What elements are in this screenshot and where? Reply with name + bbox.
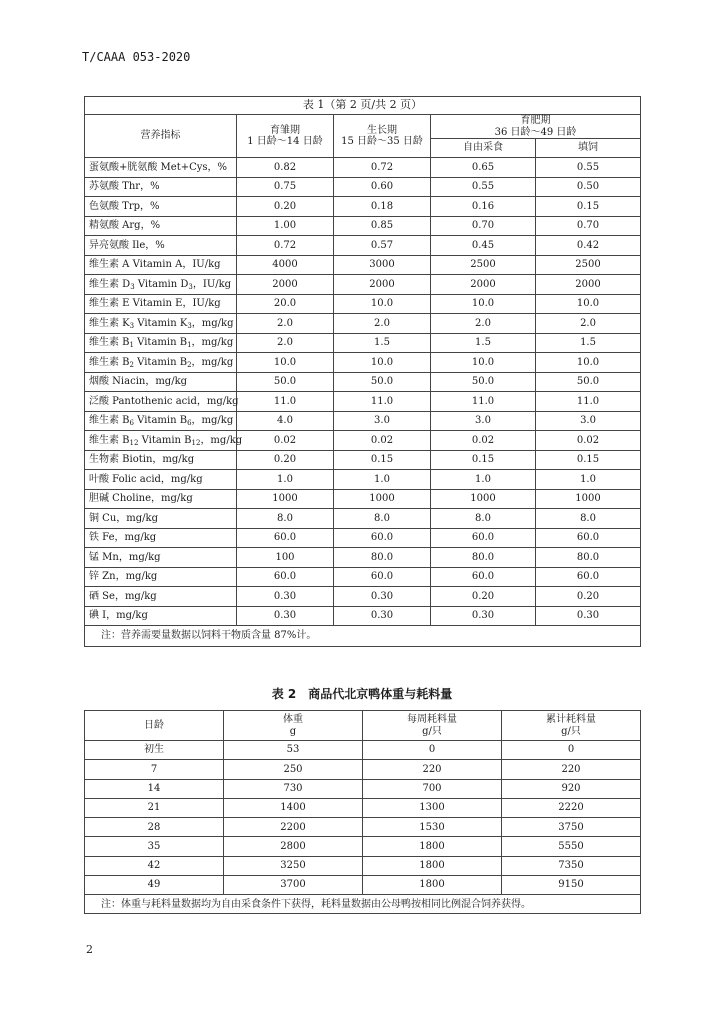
- header-brooding-range: 1 日龄～14 日龄: [247, 136, 323, 147]
- value-cell: 2.0: [237, 333, 334, 353]
- value-cell: 2.0: [334, 314, 431, 334]
- label-text: Vitamin K: [134, 317, 188, 329]
- label-text: 维生素 A Vitamin A，IU/kg: [89, 259, 221, 270]
- value-cell: 0.30: [536, 606, 641, 626]
- table-row: [85, 876, 641, 895]
- value-cell: 0.42: [536, 236, 641, 256]
- value-cell: 7: [85, 760, 224, 779]
- value-cell: 80.0: [536, 548, 641, 568]
- table-row: [85, 856, 641, 875]
- value-cell: 0.70: [431, 216, 536, 236]
- value-cell: 10.0: [536, 294, 641, 314]
- header-growing-range: 15 日龄～35 日龄: [341, 136, 423, 147]
- subscript: 3: [130, 282, 135, 291]
- value-cell: 700: [363, 779, 502, 798]
- value-cell: 3.0: [431, 411, 536, 431]
- value-cell: 2000: [431, 275, 536, 295]
- value-cell: 0.15: [536, 450, 641, 470]
- value-cell: 10.0: [536, 353, 641, 373]
- value-cell: 0.45: [431, 236, 536, 256]
- value-cell: 0.30: [431, 606, 536, 626]
- table-row: [85, 255, 641, 275]
- value-cell: 11.0: [334, 392, 431, 412]
- value-cell: 2000: [334, 275, 431, 295]
- header-brooding: [237, 115, 334, 158]
- value-cell: 2.0: [237, 314, 334, 334]
- value-cell: 1800: [363, 856, 502, 875]
- body-weight-feed-table: [84, 710, 641, 914]
- value-cell: 11.0: [431, 392, 536, 412]
- label-text: ，IU/kg: [192, 278, 232, 290]
- nutrient-label: [85, 275, 237, 295]
- value-cell: 1.0: [237, 470, 334, 490]
- table-row: [85, 760, 641, 779]
- value-cell: 0.30: [237, 606, 334, 626]
- value-cell: 0.02: [334, 431, 431, 451]
- value-cell: 49: [85, 876, 224, 895]
- value-cell: 10.0: [237, 353, 334, 373]
- label-text: 维生素 K: [89, 317, 130, 329]
- nutrient-label: [85, 197, 237, 217]
- value-cell: 0.70: [536, 216, 641, 236]
- value-cell: 1000: [431, 489, 536, 509]
- label-text: 胆碱 Choline，mg/kg: [89, 493, 193, 504]
- table-row: [85, 275, 641, 295]
- table-row: [85, 798, 641, 817]
- nutrient-requirements-table: [84, 96, 641, 647]
- table-row: [85, 606, 641, 626]
- label-text: 叶酸 Folic acid，mg/kg: [89, 473, 203, 485]
- value-cell: 60.0: [536, 528, 641, 548]
- value-cell: 100: [237, 548, 334, 568]
- subscript: 2: [187, 360, 192, 369]
- nutrient-label: [85, 392, 237, 412]
- value-cell: 4000: [237, 255, 334, 275]
- nutrient-label: [85, 158, 237, 178]
- table-row: [85, 548, 641, 568]
- value-cell: 8.0: [237, 509, 334, 529]
- nutrient-label: [85, 372, 237, 392]
- table-row: [85, 818, 641, 837]
- table-row: [85, 741, 641, 760]
- value-cell: 250: [224, 760, 363, 779]
- table-row: [85, 372, 641, 392]
- label-text: 硒 Se，mg/kg: [89, 590, 157, 602]
- label-text: ，mg/kg: [191, 356, 234, 368]
- value-cell: 1000: [334, 489, 431, 509]
- subscript: 12: [191, 438, 201, 447]
- table2-caption: 表 2 商品代北京鸭体重与耗料量: [271, 687, 453, 701]
- value-cell: 3000: [334, 255, 431, 275]
- subscript: 3: [129, 321, 135, 330]
- label-text: 维生素 B: [89, 356, 130, 368]
- header-weekly-feed: [363, 711, 502, 741]
- value-cell: 0: [363, 741, 502, 760]
- value-cell: 0.55: [536, 158, 641, 178]
- value-cell: 0.72: [237, 236, 334, 256]
- header-indicator: 营养指标: [85, 115, 237, 158]
- nutrient-label: [85, 450, 237, 470]
- header-force-feeding: 填饲: [536, 139, 641, 158]
- label-text: Vitamin B: [134, 415, 188, 426]
- value-cell: 0: [502, 741, 641, 760]
- table-row: [85, 333, 641, 353]
- table2-note: 注：体重与耗料量数据均为自由采食条件下获得，耗料量数据由公母鸭按相同比例混合饲养获得。: [85, 895, 641, 914]
- label-text: ，mg/kg: [200, 434, 243, 446]
- value-cell: 7350: [502, 856, 641, 875]
- nutrient-label: [85, 294, 237, 314]
- header-cumulative-feed-unit: g/只: [561, 725, 581, 737]
- table-row: [85, 450, 641, 470]
- value-cell: 1.0: [334, 470, 431, 490]
- value-cell: 3750: [502, 818, 641, 837]
- header-brooding-name: 育雏期: [270, 124, 300, 136]
- value-cell: 60.0: [431, 528, 536, 548]
- document-code: T/CAAA 053-2020: [82, 50, 191, 64]
- value-cell: 0.30: [334, 587, 431, 607]
- label-text: 铜 Cu，mg/kg: [89, 512, 158, 524]
- value-cell: 0.15: [431, 450, 536, 470]
- label-text: ，mg/kg: [191, 415, 234, 426]
- value-cell: 0.02: [237, 431, 334, 451]
- label-text: 泛酸 Pantothenic acid，mg/kg: [89, 395, 239, 407]
- header-weight-unit: g: [289, 725, 297, 737]
- value-cell: 21: [85, 798, 224, 817]
- value-cell: 0.85: [334, 216, 431, 236]
- header-weight: [224, 711, 363, 741]
- table1-caption: 表 1（第 2 页/共 2 页）: [85, 97, 641, 115]
- table-row: [85, 489, 641, 509]
- value-cell: 60.0: [334, 567, 431, 587]
- value-cell: 730: [224, 779, 363, 798]
- subscript: 2: [129, 360, 134, 369]
- value-cell: 0.55: [431, 177, 536, 197]
- value-cell: 初生: [85, 741, 224, 760]
- value-cell: 11.0: [536, 392, 641, 412]
- value-cell: 0.02: [536, 431, 641, 451]
- nutrient-label: [85, 333, 237, 353]
- label-text: ，mg/kg: [191, 337, 234, 348]
- label-text: 生物素 Biotin，mg/kg: [89, 454, 195, 465]
- table-row: [85, 567, 641, 587]
- value-cell: 2500: [536, 255, 641, 275]
- label-text: Vitamin B: [138, 434, 192, 446]
- table-row: [85, 411, 641, 431]
- value-cell: 0.20: [536, 587, 641, 607]
- label-text: 锰 Mn，mg/kg: [89, 551, 161, 563]
- value-cell: 50.0: [536, 372, 641, 392]
- value-cell: 10.0: [334, 294, 431, 314]
- value-cell: 0.82: [237, 158, 334, 178]
- nutrient-label: [85, 236, 237, 256]
- label-text: 维生素 D: [89, 278, 131, 290]
- subscript: 6: [129, 419, 134, 427]
- value-cell: 10.0: [334, 353, 431, 373]
- nutrient-label: [85, 489, 237, 509]
- nutrient-label: [85, 353, 237, 373]
- value-cell: 14: [85, 779, 224, 798]
- value-cell: 3.0: [536, 411, 641, 431]
- table-row: [85, 294, 641, 314]
- header-weight-label: 体重: [283, 714, 303, 725]
- header-age: 日龄: [85, 711, 224, 741]
- nutrient-label: [85, 411, 237, 431]
- value-cell: 0.65: [431, 158, 536, 178]
- value-cell: 3700: [224, 876, 363, 895]
- table-row: [85, 314, 641, 334]
- table-row: [85, 236, 641, 256]
- header-growing: [334, 115, 431, 158]
- value-cell: 220: [363, 760, 502, 779]
- label-text: 色氨酸 Trp，%: [89, 200, 160, 212]
- value-cell: 1.5: [536, 333, 641, 353]
- value-cell: 0.30: [237, 587, 334, 607]
- header-growing-name: 生长期: [367, 124, 397, 136]
- label-text: 蛋氨酸+胱氨酸 Met+Cys，%: [89, 161, 228, 173]
- nutrient-label: [85, 528, 237, 548]
- value-cell: 8.0: [334, 509, 431, 529]
- table-row: [85, 158, 641, 178]
- header-free-feeding: 自由采食: [431, 139, 536, 158]
- label-text: 锌 Zn，mg/kg: [89, 571, 158, 582]
- value-cell: 0.50: [536, 177, 641, 197]
- value-cell: 0.57: [334, 236, 431, 256]
- value-cell: 1000: [536, 489, 641, 509]
- value-cell: 2.0: [431, 314, 536, 334]
- table-row: [85, 177, 641, 197]
- label-text: 精氨酸 Arg，%: [89, 220, 161, 231]
- value-cell: 2800: [224, 837, 363, 856]
- table-row: [85, 837, 641, 856]
- subscript: 12: [129, 438, 139, 447]
- value-cell: 50.0: [431, 372, 536, 392]
- table1-note: 注：营养需要量数据以饲料干物质含量 87%计。: [85, 626, 641, 647]
- value-cell: 5550: [502, 837, 641, 856]
- value-cell: 0.20: [237, 450, 334, 470]
- value-cell: 9150: [502, 876, 641, 895]
- value-cell: 60.0: [334, 528, 431, 548]
- table-row: [85, 353, 641, 373]
- table-row: [85, 216, 641, 236]
- value-cell: 8.0: [536, 509, 641, 529]
- label-text: 维生素 B: [89, 434, 130, 446]
- nutrient-label: [85, 255, 237, 275]
- nutrient-label: [85, 470, 237, 490]
- subscript: 3: [188, 282, 193, 291]
- nutrient-label: [85, 431, 243, 451]
- header-finishing: [431, 115, 641, 139]
- value-cell: 60.0: [431, 567, 536, 587]
- label-text: Vitamin B: [134, 356, 188, 368]
- value-cell: 1.0: [536, 470, 641, 490]
- label-text: 苏氨酸 Thr，%: [89, 181, 160, 192]
- value-cell: 53: [224, 741, 363, 760]
- value-cell: 0.20: [431, 587, 536, 607]
- value-cell: 20.0: [237, 294, 334, 314]
- header-cumulative-feed-label: 累计耗料量: [546, 714, 596, 725]
- value-cell: 2500: [431, 255, 536, 275]
- label-text: 维生素 B: [89, 415, 130, 426]
- value-cell: 60.0: [237, 567, 334, 587]
- value-cell: 0.02: [431, 431, 536, 451]
- label-text: 异亮氨酸 Ile，%: [89, 239, 165, 251]
- table-row: [85, 779, 641, 798]
- value-cell: 11.0: [237, 392, 334, 412]
- value-cell: 0.15: [334, 450, 431, 470]
- table-row: [85, 431, 641, 451]
- value-cell: 0.16: [431, 197, 536, 217]
- value-cell: 28: [85, 818, 224, 837]
- value-cell: 0.15: [536, 197, 641, 217]
- value-cell: 1.0: [431, 470, 536, 490]
- label-text: 碘 I，mg/kg: [89, 610, 148, 621]
- label-text: ，mg/kg: [191, 317, 234, 329]
- value-cell: 2220: [502, 798, 641, 817]
- value-cell: 0.30: [334, 606, 431, 626]
- value-cell: 60.0: [237, 528, 334, 548]
- value-cell: 1.5: [334, 333, 431, 353]
- nutrient-label: [85, 606, 237, 626]
- nutrient-label: [85, 509, 237, 529]
- value-cell: 0.18: [334, 197, 431, 217]
- header-finishing-name: 育肥期: [520, 115, 551, 126]
- value-cell: 3250: [224, 856, 363, 875]
- label-text: 铁 Fe，mg/kg: [89, 532, 157, 543]
- value-cell: 50.0: [237, 372, 334, 392]
- value-cell: 0.72: [334, 158, 431, 178]
- value-cell: 220: [502, 760, 641, 779]
- value-cell: 0.75: [237, 177, 334, 197]
- header-cumulative-feed: [502, 711, 641, 741]
- value-cell: 1300: [363, 798, 502, 817]
- value-cell: 50.0: [334, 372, 431, 392]
- value-cell: 0.20: [237, 197, 334, 217]
- value-cell: 2000: [237, 275, 334, 295]
- nutrient-label: [85, 177, 237, 197]
- nutrient-label: [85, 314, 237, 334]
- subscript: 6: [187, 419, 192, 427]
- value-cell: 4.0: [237, 411, 334, 431]
- value-cell: 80.0: [431, 548, 536, 568]
- nutrient-label: [85, 548, 237, 568]
- header-weekly-feed-unit: g/只: [422, 725, 442, 737]
- subscript: 1: [187, 341, 192, 349]
- page-number: 2: [86, 943, 93, 956]
- value-cell: 8.0: [431, 509, 536, 529]
- value-cell: 10.0: [431, 294, 536, 314]
- label-text: 维生素 E Vitamin E，IU/kg: [89, 298, 221, 309]
- table-row: [85, 509, 641, 529]
- value-cell: 35: [85, 837, 224, 856]
- value-cell: 3.0: [334, 411, 431, 431]
- value-cell: 1000: [237, 489, 334, 509]
- label-text: Vitamin B: [134, 337, 188, 348]
- value-cell: 920: [502, 779, 641, 798]
- table-row: [85, 470, 641, 490]
- value-cell: 1.00: [237, 216, 334, 236]
- subscript: 3: [187, 321, 192, 330]
- value-cell: 1800: [363, 837, 502, 856]
- value-cell: 80.0: [334, 548, 431, 568]
- value-cell: 1530: [363, 818, 502, 837]
- nutrient-label: [85, 216, 237, 236]
- table-row: [85, 587, 641, 607]
- label-text: 维生素 B: [89, 337, 130, 348]
- value-cell: 2.0: [536, 314, 641, 334]
- header-finishing-range: 36 日龄～49 日龄: [494, 126, 577, 138]
- label-text: Vitamin D: [134, 278, 189, 290]
- value-cell: 60.0: [536, 567, 641, 587]
- value-cell: 1800: [363, 876, 502, 895]
- label-text: 烟酸 Niacin，mg/kg: [89, 376, 188, 387]
- value-cell: 2200: [224, 818, 363, 837]
- nutrient-label: [85, 567, 237, 587]
- value-cell: 0.60: [334, 177, 431, 197]
- nutrient-label: [85, 587, 237, 607]
- table-row: [85, 392, 641, 412]
- value-cell: 10.0: [431, 353, 536, 373]
- table-row: [85, 197, 641, 217]
- value-cell: 2000: [536, 275, 641, 295]
- subscript: 1: [129, 341, 134, 349]
- value-cell: 42: [85, 856, 224, 875]
- table-row: [85, 528, 641, 548]
- value-cell: 1.5: [431, 333, 536, 353]
- value-cell: 1400: [224, 798, 363, 817]
- header-weekly-feed-label: 每周耗料量: [407, 714, 457, 725]
